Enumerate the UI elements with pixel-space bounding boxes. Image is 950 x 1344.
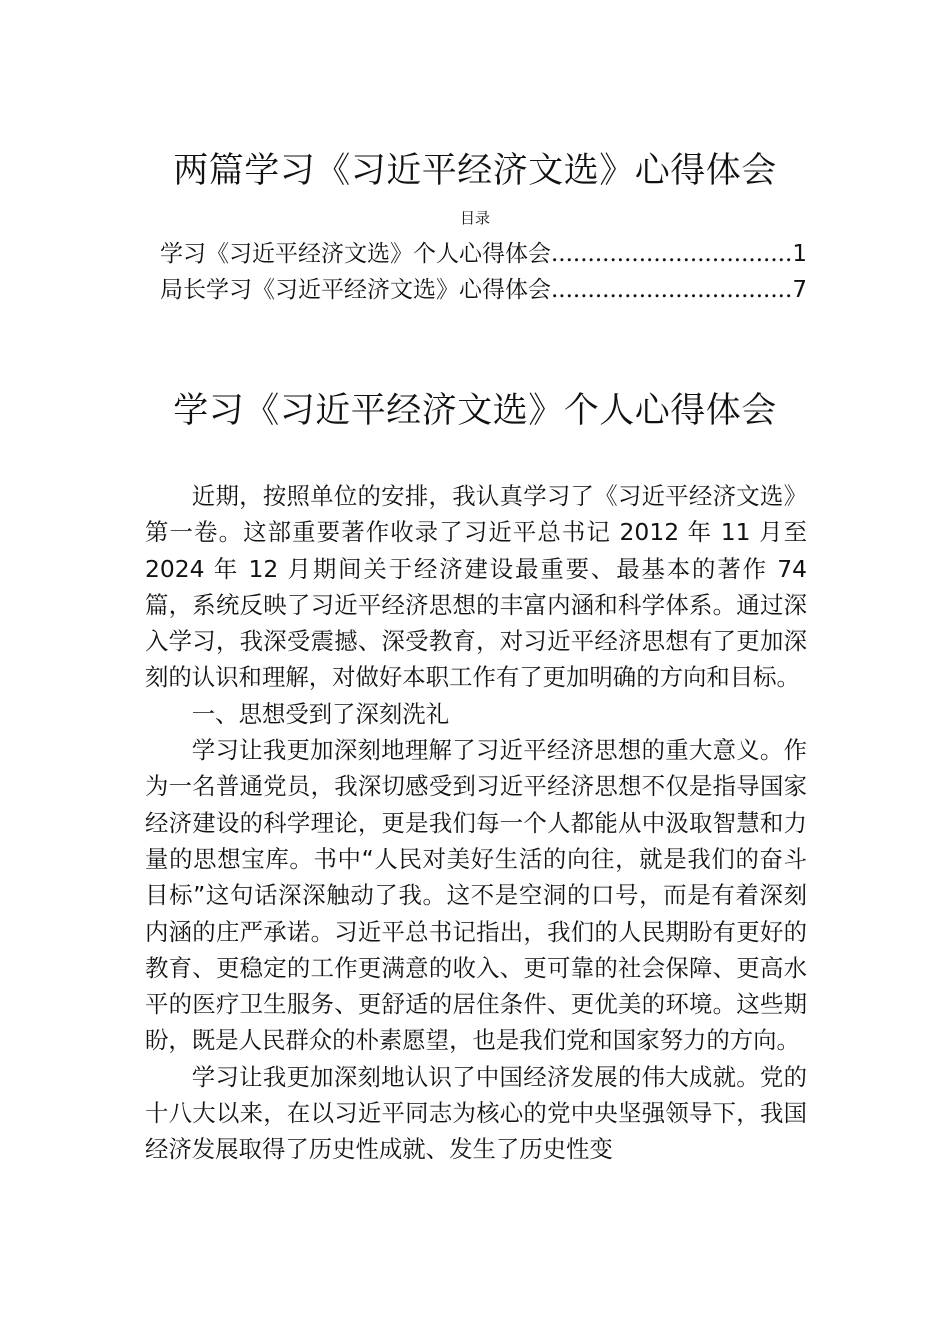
toc-item-page: 1 bbox=[792, 241, 807, 267]
toc-item-title: 局长学习《习近平经济文选》心得体会 bbox=[160, 277, 551, 303]
paragraph: 近期，按照单位的安排，我认真学习了《习近平经济文选》第一卷。这部重要著作收录了习近平总书记 2012 年 11 月至 2024 年 12 月期间关于经济建设最重要、最基本的著作 74 篇，系统反映了习近平经济思想的丰富内涵和科学体系。通过深入学习，我深受震撼、深受教育，对习近平经济思想有了更加深刻的认识和理解，对做好本职工作有了更加明确的方向和目标。 bbox=[145, 482, 807, 692]
section-heading: 一、思想受到了深刻洗礼 bbox=[191, 699, 450, 728]
toc-leader-dots bbox=[551, 277, 792, 303]
toc-item-title: 学习《习近平经济文选》个人心得体会 bbox=[160, 241, 551, 267]
paragraph: 学习让我更加深刻地认识了中国经济发展的伟大成就。党的十八大以来，在以习近平同志为核心的党中央坚强领导下，我国经济发展取得了历史性成就、发生了历史性变 bbox=[145, 1062, 807, 1164]
paragraph: 学习让我更加深刻地理解了习近平经济思想的重大意义。作为一名普通党员，我深切感受到习近平经济思想不仅是指导国家经济建设的科学理论，更是我们每一个人都能从中汲取智慧和力量的思想宝库。书中“人民对美好生活的向往，就是我们的奋斗目标”这句话深深触动了我。这不是空洞的口号，而是有着深刻内涵的庄严承诺。习近平总书记指出，我们的人民期盼有更好的教育、更稳定的工作更满意的收入、更可靠的社会保障、更高水平的医疗卫生服务、更舒适的居住条件、更优美的环境。这些期盼，既是人民群众的朴素愿望，也是我们党和国家努力的方向。 bbox=[145, 736, 807, 1055]
toc-item-page: 7 bbox=[792, 277, 807, 303]
toc-leader-dots bbox=[551, 241, 792, 267]
toc-item[interactable] bbox=[160, 271, 807, 305]
body-text bbox=[145, 478, 807, 1168]
toc-heading: 目录 bbox=[459, 209, 490, 227]
toc-item[interactable] bbox=[160, 235, 807, 269]
section-title: 学习《习近平经济文选》个人心得体会 bbox=[173, 391, 777, 431]
main-title: 两篇学习《习近平经济文选》心得体会 bbox=[173, 151, 777, 191]
